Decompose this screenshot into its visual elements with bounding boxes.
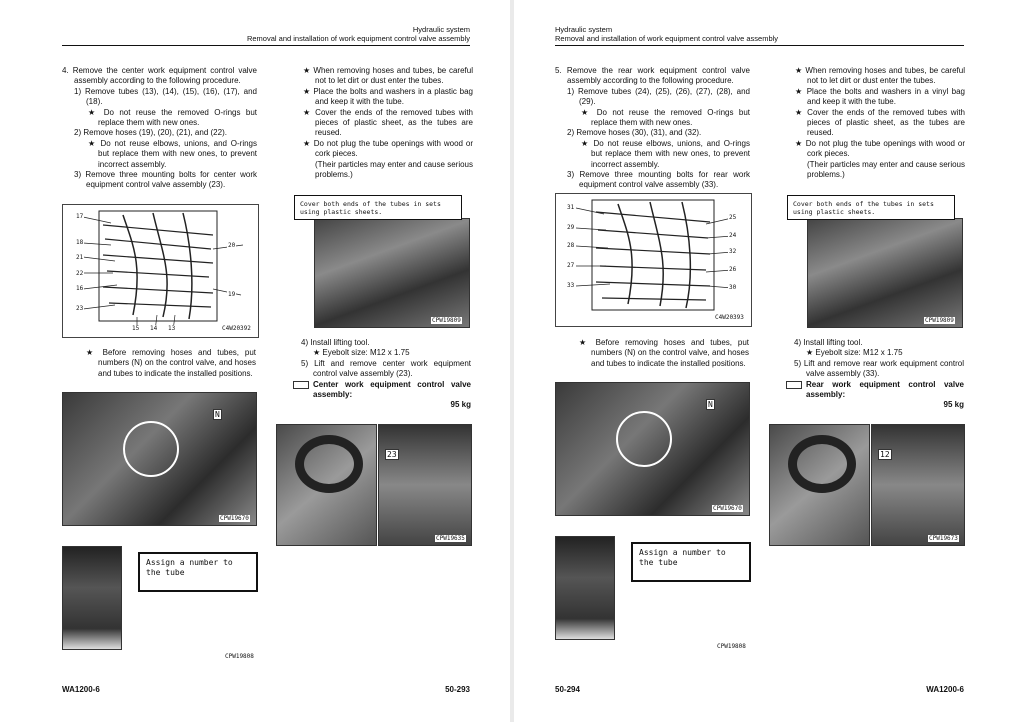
header-title: Removal and installation of work equipment control valve assembly <box>246 34 470 43</box>
photo-code-a: CPW19809 <box>432 317 461 324</box>
label-15: 15 <box>132 325 140 332</box>
weight-value: 95 kg <box>450 400 471 410</box>
valve-diagram-drawing <box>556 194 751 326</box>
figure-code: C4W20393 <box>715 314 744 321</box>
step-5-lift: 5) Lift and remove center work equipment control valve assembly (23). <box>301 358 471 379</box>
weight-value: 95 kg <box>943 400 964 410</box>
header-section: Hydraulic system <box>412 25 470 34</box>
step-4-lift: 4) Install lifting tool. <box>301 338 370 347</box>
weight-icon <box>293 381 309 389</box>
note-dirt: ★ When removing hoses and tubes, be careful not to let dirt or dust enter the tubes. <box>303 66 473 86</box>
note-particles: (Their particles may enter and cause serious problems.) <box>807 159 965 180</box>
label-19: 19 <box>228 291 236 298</box>
footer-model: WA1200-6 <box>62 685 100 694</box>
weight-label-text: Rear work equipment control valve assembly: <box>806 379 964 400</box>
label-18: 18 <box>76 239 84 246</box>
step-5-text: 5. Remove the rear work equipment control valve assembly according to the following procedure. <box>555 66 750 86</box>
page-50-294 <box>514 0 1024 722</box>
step-4-3: 3) Remove three mounting bolts for center work equipment control valve assembly (23). <box>74 170 257 190</box>
step-5-3: 3) Remove three mounting bolts for rear work equipment control valve assembly (33). <box>567 170 750 190</box>
eyebolt-ring <box>295 435 363 493</box>
weight-label <box>289 380 471 401</box>
note-plug: ★ Do not plug the tube openings with wood or cork pieces. <box>795 138 965 159</box>
valve-diagram <box>555 193 752 327</box>
photo-eyebolt <box>276 424 377 546</box>
running-header <box>555 25 778 43</box>
label-30: 30 <box>729 284 737 291</box>
photo-code-c: CPW19808 <box>717 643 746 650</box>
position-note-text: ★ Before removing hoses and tubes, put numbers (N) on the control valve, and hoses and tubes to indicate the installed positions. <box>579 338 749 368</box>
label-26: 26 <box>729 266 737 273</box>
step-4-1: 1) Remove tubes (13), (14), (15), (16), (17), and (18). <box>74 86 257 107</box>
step-4-2: 2) Remove hoses (19), (20), (21), and (22). <box>74 128 227 138</box>
label-29: 29 <box>567 224 575 231</box>
photo-eyebolt <box>769 424 870 546</box>
step-5-2-note: ★ Do not reuse elbows, unions, and O-rings but replace them with new ones, to prevent incorrect assembly. <box>581 138 750 169</box>
weight-label <box>782 380 964 401</box>
header-title: Removal and installation of work equipment control valve assembly <box>555 34 779 43</box>
left-column <box>62 66 257 191</box>
position-note-text: ★ Before removing hoses and tubes, put numbers (N) on the control valve, and hoses and tubes to indicate the installed positions. <box>86 348 256 378</box>
right-column <box>303 66 473 180</box>
footer-page: 50-293 <box>445 685 470 694</box>
note-bag: ★ Place the bolts and washers in a plastic bag and keep it with the tube. <box>303 86 473 107</box>
label-16: 16 <box>76 285 84 292</box>
callout-assign-number: Assign a number to the tube <box>138 552 258 592</box>
step-4-2-note: ★ Do not reuse elbows, unions, and O-rings but replace them with new ones, to prevent incorrect assembly. <box>88 138 257 169</box>
photo-tube-number <box>555 536 615 640</box>
callout-assign-number: Assign a number to the tube <box>631 542 751 582</box>
step-5-lift: 5) Lift and remove rear work equipment control valve assembly (33). <box>794 358 964 379</box>
tag-12: 12 <box>880 450 890 459</box>
weight-icon <box>786 381 802 389</box>
right-column <box>795 66 965 180</box>
eyebolt-ring <box>788 435 856 493</box>
highlight-circle <box>123 421 179 477</box>
weight-label-text: Center work equipment control valve assembly: <box>313 379 471 400</box>
label-23: 23 <box>76 305 84 312</box>
step-4-lift: 4) Install lifting tool. <box>794 338 863 347</box>
label-14: 14 <box>150 325 158 332</box>
valve-diagram-drawing <box>63 205 258 337</box>
note-cover: ★ Cover the ends of the removed tubes with pieces of plastic sheet, as the tubes are reused. <box>303 107 473 138</box>
running-header <box>247 25 470 43</box>
lifting-steps <box>289 338 471 411</box>
photo-covered-tubes <box>314 218 470 328</box>
figure-code: C4W20392 <box>222 325 251 332</box>
eyebolt-size: ★ Eyebolt size: M12 x 1.75 <box>806 348 903 358</box>
label-33: 33 <box>567 282 575 289</box>
step-5-2: 2) Remove hoses (30), (31), and (32). <box>567 128 702 138</box>
note-bag: ★ Place the bolts and washers in a vinyl bag and keep it with the tube. <box>795 86 965 107</box>
step-4-1-note: ★ Do not reuse the removed O-rings but replace them with new ones. <box>88 107 257 128</box>
label-n: N <box>708 400 713 409</box>
callout-cover-ends: Cover both ends of the tubes in sets using plastic sheets. <box>294 195 462 220</box>
valve-diagram <box>62 204 259 338</box>
photo-code-d: CPW19635 <box>436 535 465 542</box>
note-particles: (Their particles may enter and cause serious problems.) <box>315 159 473 180</box>
label-21: 21 <box>76 254 84 261</box>
label-n: N <box>215 410 220 419</box>
page-50-293 <box>0 0 510 722</box>
photo-covered-tubes <box>807 218 963 328</box>
photo-valve-numbering <box>62 392 257 526</box>
photo-code: CPW19670 <box>220 515 249 522</box>
note-cover: ★ Cover the ends of the removed tubes with pieces of plastic sheet, as the tubes are reused. <box>795 107 965 138</box>
label-25: 25 <box>729 214 737 221</box>
label-27: 27 <box>567 262 575 269</box>
note-dirt: ★ When removing hoses and tubes, be careful not to let dirt or dust enter the tubes. <box>795 66 965 86</box>
photo-lifting <box>871 424 965 546</box>
note-plug: ★ Do not plug the tube openings with wood or cork pieces. <box>303 138 473 159</box>
footer-model: WA1200-6 <box>926 685 964 694</box>
callout-cover-ends: Cover both ends of the tubes in sets using plastic sheets. <box>787 195 955 220</box>
lifting-steps <box>782 338 964 411</box>
photo-code-d: CPW19673 <box>929 535 958 542</box>
position-note <box>579 338 749 369</box>
left-column <box>555 66 750 191</box>
tag-23: 23 <box>387 450 397 459</box>
step-5-1: 1) Remove tubes (24), (25), (26), (27), (28), and (29). <box>567 86 750 107</box>
photo-tube-number <box>62 546 122 650</box>
position-note <box>86 348 256 379</box>
eyebolt-size: ★ Eyebolt size: M12 x 1.75 <box>313 348 410 358</box>
label-32: 32 <box>729 248 737 255</box>
photo-lifting <box>378 424 472 546</box>
step-5-1-note: ★ Do not reuse the removed O-rings but replace them with new ones. <box>581 107 750 128</box>
header-rule <box>62 45 470 46</box>
photo-code-c: CPW19808 <box>225 653 254 660</box>
label-22: 22 <box>76 270 84 277</box>
footer-page: 50-294 <box>555 685 580 694</box>
step-4-text: 4. Remove the center work equipment control valve assembly according to the following procedure. <box>62 66 257 86</box>
photo-code: CPW19670 <box>713 505 742 512</box>
photo-valve-numbering <box>555 382 750 516</box>
label-20: 20 <box>228 242 236 249</box>
label-13: 13 <box>168 325 176 332</box>
photo-code-a: CPW19809 <box>925 317 954 324</box>
header-section: Hydraulic system <box>555 25 613 34</box>
label-28: 28 <box>567 242 575 249</box>
label-31: 31 <box>567 204 575 211</box>
header-rule <box>555 45 964 46</box>
label-17: 17 <box>76 213 84 220</box>
highlight-circle <box>616 411 672 467</box>
label-24: 24 <box>729 232 737 239</box>
